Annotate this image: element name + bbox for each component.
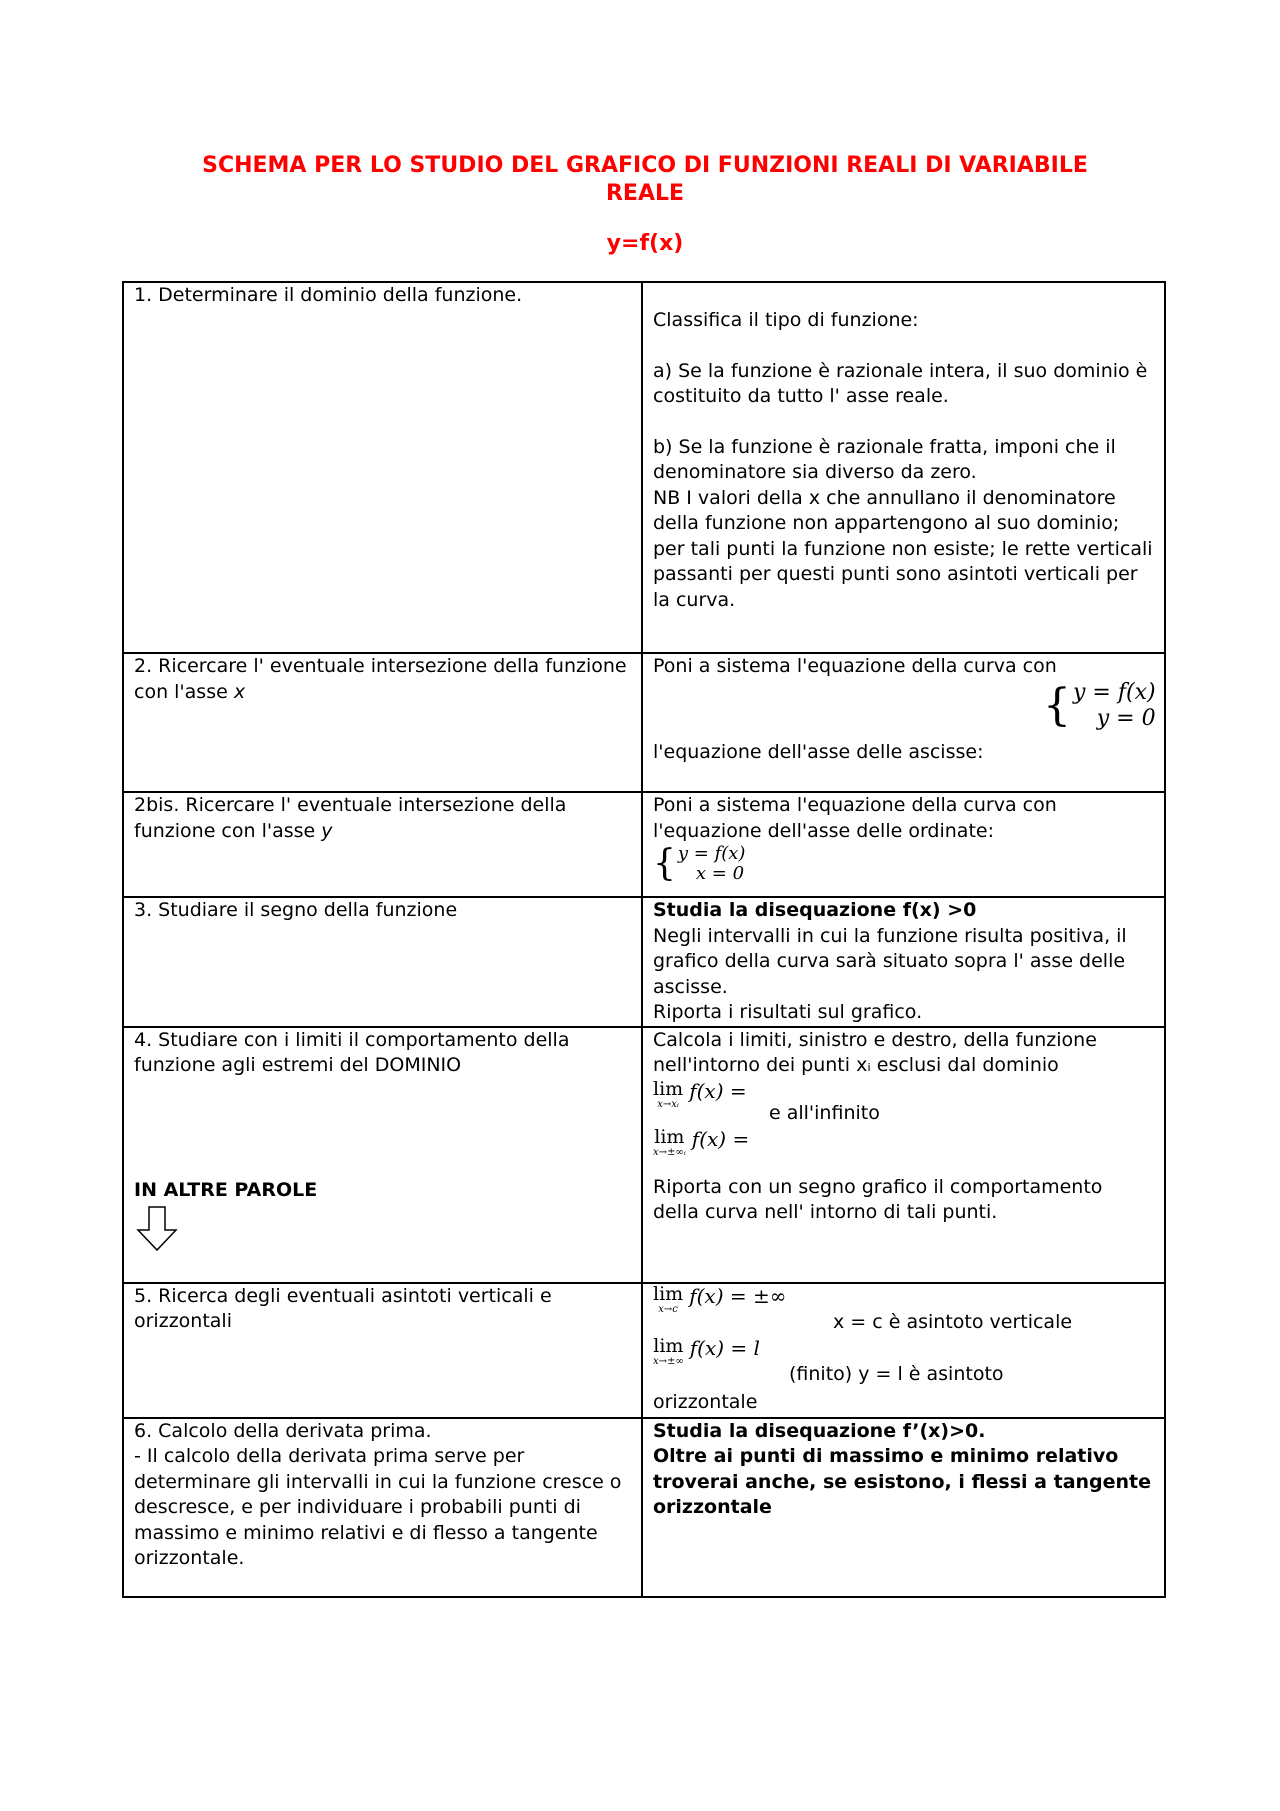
title-formula: y=f(x)	[606, 231, 684, 256]
step-text: - Il calcolo della derivata prima serve per determinare gli intervalli in cui la funzione cresce o descresce, e per individuare i probabili punti di massimo e minimo relativi e di flesso a tangente orizzontale.	[134, 1445, 622, 1569]
limit-expression	[653, 1336, 1154, 1390]
instruction-cell	[642, 1418, 1165, 1597]
instruction-cell	[642, 897, 1165, 1027]
limit-expression	[653, 1127, 1154, 1175]
instruction-text: Riporta i risultati sul grafico.	[653, 1001, 923, 1023]
equation-system	[653, 844, 745, 884]
schema-table	[122, 281, 1166, 1598]
instruction-cell	[642, 1283, 1165, 1418]
step-cell	[123, 897, 642, 1027]
instruction-text: orizzontale	[653, 1390, 758, 1413]
instruction-cell	[642, 653, 1165, 792]
lim-operator	[653, 1127, 686, 1159]
step-cell	[123, 1027, 642, 1283]
equation: y = f(x)	[1073, 680, 1156, 705]
in-other-words-label: IN ALTRE PAROLE	[134, 1178, 318, 1201]
instruction-text: b) Se la funzione è razionale fratta, imponi che il denominatore sia diverso da zero.	[653, 435, 1116, 483]
lim-operator	[653, 1079, 683, 1111]
step-text: 4. Studiare con i limiti il comportamento della funzione agli estremi del DOMINIO	[134, 1028, 570, 1076]
step-text: 5. Ricerca degli eventuali asintoti verticali e orizzontali	[134, 1284, 552, 1332]
instruction-text: Riporta con un segno grafico il comportamento della curva nell' intorno di tali punti.	[653, 1175, 1103, 1223]
lim-subscript: x→±∞ᵢ	[653, 1146, 686, 1158]
table-row	[123, 1027, 1165, 1283]
table-row	[123, 653, 1165, 792]
axis-variable: y	[321, 819, 333, 842]
equation: y = f(x)	[677, 843, 746, 864]
step-cell	[123, 282, 642, 653]
limit-expression	[653, 1079, 1154, 1127]
step-text: 1. Determinare il dominio della funzione.	[134, 284, 523, 306]
limit-function: f(x) =	[691, 1126, 750, 1151]
limit-expression	[653, 1284, 1154, 1336]
table-row	[123, 1418, 1165, 1597]
instruction-text: Poni a sistema l'equazione della curva con	[653, 655, 1057, 677]
equation: x = 0	[695, 863, 745, 884]
title-line-2: REALE	[605, 181, 685, 206]
brace-icon: {	[1043, 679, 1071, 731]
step-text: 6. Calcolo della derivata prima.	[134, 1419, 432, 1442]
axis-variable: x	[233, 680, 246, 703]
instruction-text: Poni a sistema l'equazione della curva con l'equazione dell'asse delle ordinate:	[653, 794, 1057, 842]
lim-text: lim	[653, 1282, 684, 1305]
lim-text: lim	[653, 1077, 684, 1100]
lim-operator	[653, 1336, 684, 1368]
instruction-text: x = c è asintoto verticale	[833, 1310, 1073, 1333]
instruction-heading: Studia la disequazione f’(x)>0.	[653, 1419, 986, 1442]
equation: y = 0	[1096, 705, 1156, 731]
instruction-text: NB I valori della x che annullano il denominatore della funzione non appartengono al suo dominio; per tali punti la funzione non esiste; le rette verticali passanti per questi punti sono asintoti verticali per la curva.	[653, 486, 1153, 611]
step-text: 2bis. Ricercare l' eventuale intersezione della funzione con l'asse	[134, 794, 567, 842]
instruction-text: Negli intervalli in cui la funzione risulta positiva, il grafico della curva sarà situato sopra l' asse delle ascisse.	[653, 924, 1127, 998]
instruction-text: l'equazione dell'asse delle ascisse:	[653, 741, 984, 763]
lim-text: lim	[653, 1334, 684, 1357]
step-cell	[123, 653, 642, 792]
step-cell	[123, 1418, 642, 1597]
step-cell	[123, 1283, 642, 1418]
arrow-down-icon	[136, 1206, 178, 1252]
instruction-text: Calcola i limiti, sinistro e destro, della funzione nell'intorno dei punti xᵢ esclusi dal dominio	[653, 1028, 1097, 1076]
equation-system	[1043, 680, 1156, 731]
limit-function: f(x) = ±∞	[689, 1283, 787, 1308]
lim-operator	[653, 1284, 683, 1316]
title-line-1: SCHEMA PER LO STUDIO DEL GRAFICO DI FUNZIONI REALI DI VARIABILE	[202, 153, 1088, 178]
step-text: 3. Studiare il segno della funzione	[134, 899, 458, 921]
table-row	[123, 282, 1165, 653]
instruction-heading: Studia la disequazione f(x) >0	[653, 899, 977, 921]
lim-subscript: x→xᵢ	[657, 1098, 679, 1110]
document-title	[0, 152, 1280, 208]
brace-icon: {	[653, 843, 676, 884]
lim-text: lim	[654, 1125, 685, 1148]
instruction-cell	[642, 792, 1165, 897]
limit-function: f(x) = l	[689, 1335, 760, 1360]
instruction-text: a) Se la funzione è razionale intera, il suo dominio è costituito da tutto l' asse reale.	[653, 359, 1148, 407]
step-cell	[123, 792, 642, 897]
instruction-cell	[642, 1027, 1165, 1283]
instruction-heading: Oltre ai punti di massimo e minimo relativo troverai anche, se esistono, i flessi a tangente orizzontale	[653, 1445, 1152, 1518]
limit-function: f(x) =	[689, 1078, 747, 1103]
step-text: 2. Ricercare l' eventuale intersezione della funzione con l'asse	[134, 655, 627, 703]
table-row	[123, 1283, 1165, 1418]
instruction-text: e all'infinito	[769, 1101, 880, 1124]
instruction-text: (finito) y = l è asintoto	[789, 1362, 1004, 1385]
table-row	[123, 897, 1165, 1027]
lim-subscript: x→c	[658, 1303, 678, 1315]
table-row	[123, 792, 1165, 897]
instruction-cell	[642, 282, 1165, 653]
lim-subscript: x→±∞	[653, 1355, 684, 1367]
instruction-text: Classifica il tipo di funzione:	[653, 309, 919, 331]
